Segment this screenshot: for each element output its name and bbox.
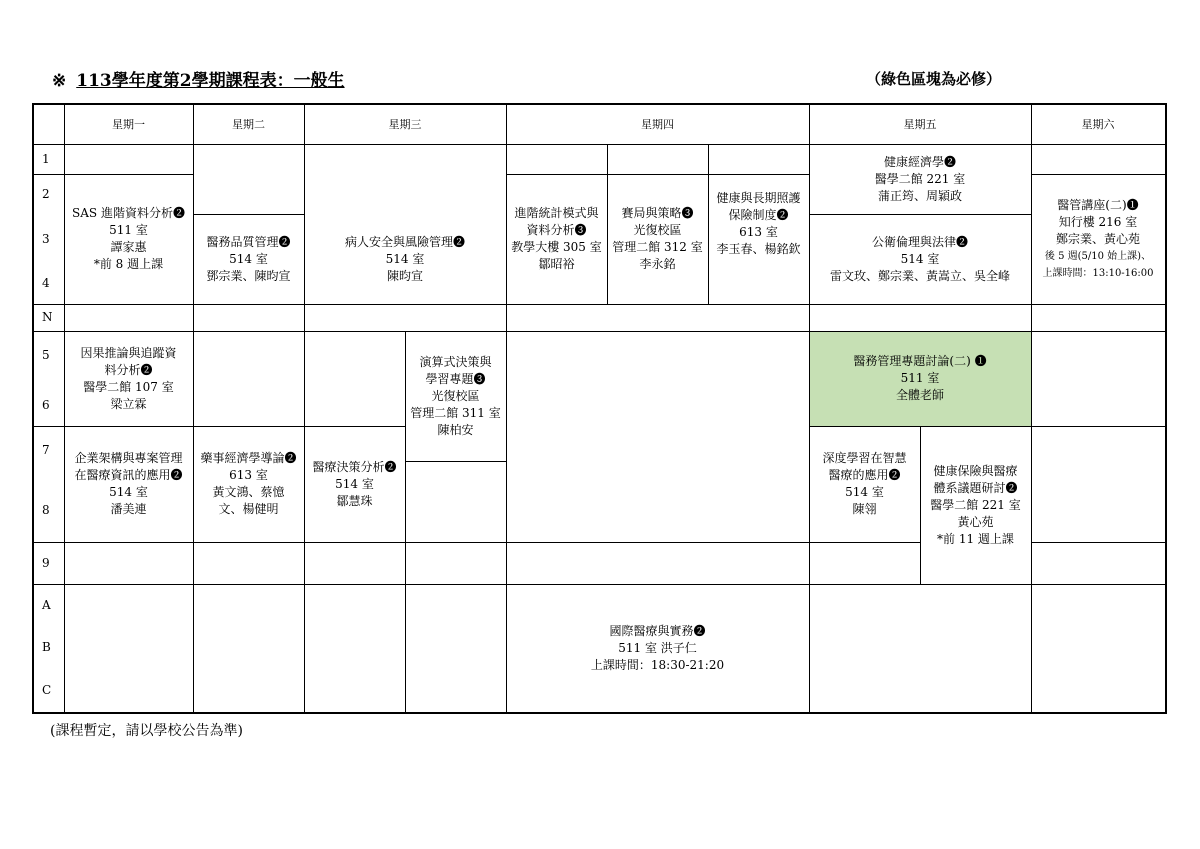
title-text: 113學年度第2學期課程表：一般生 (76, 71, 345, 91)
grid-line (920, 426, 921, 584)
course-algorithmic-decision-line: 演算式決策與 (419, 354, 492, 369)
course-patient-safety-line: 病人安全與風險管理❷ (344, 234, 465, 249)
course-game-strategy-line: 賽局與策略❸ (621, 206, 694, 220)
course-pharma-economics-line: 文、楊健明 (218, 502, 279, 516)
course-sas-line: 譚家惠 (110, 240, 147, 254)
grid-line (405, 461, 507, 462)
grid-line (64, 542, 810, 543)
course-algorithmic-decision (407, 331, 504, 461)
required-note: （綠色區塊為必修） (866, 70, 1002, 88)
course-health-economics-line: 蒲正筠、周穎政 (877, 188, 962, 203)
period-label: A (42, 597, 51, 612)
course-management-lecture (1033, 174, 1163, 304)
course-sas (66, 174, 191, 304)
grid-line (809, 304, 1032, 305)
course-causal-inference-line: 梁立霖 (110, 396, 147, 411)
reference-mark: ※ (52, 71, 67, 91)
course-quality-management (195, 214, 302, 304)
grid-line (64, 304, 194, 305)
course-medical-decision (306, 426, 403, 542)
course-international-medicine (508, 584, 807, 712)
course-algorithmic-decision-line: 學習專題❸ (425, 371, 486, 386)
course-sas-line: *前 8 週上課 (93, 257, 164, 271)
course-management-seminar (811, 331, 1029, 426)
course-deep-learning-line: 陳翎 (852, 502, 877, 516)
course-causal-inference (66, 331, 191, 426)
course-causal-inference-line: 醫學二館 107 室 (83, 379, 174, 394)
course-game-strategy-line: 李永銘 (639, 257, 676, 271)
grid-line (809, 105, 810, 712)
grid-line (809, 542, 921, 543)
grid-line (64, 105, 65, 712)
course-health-insurance-line: 健康保險與醫療 (933, 463, 1018, 478)
course-algorithmic-decision-line: 陳柏安 (437, 422, 474, 437)
course-management-lecture-line: 後 5 週(5/10 始上課)、 (1044, 250, 1152, 262)
period-label: 4 (42, 275, 50, 290)
course-international-medicine-line: 511 室 洪子仁 (618, 640, 697, 655)
course-health-insurance-line: 黃心苑 (957, 514, 994, 529)
course-health-economics-line: 醫學二館 221 室 (874, 171, 966, 186)
day-header: 星期六 (1081, 118, 1115, 131)
course-patient-safety-line: 陳昀宣 (386, 268, 423, 283)
course-causal-inference-line: 因果推論與追蹤資 (80, 345, 177, 360)
course-advanced-statistics-line: 教學大樓 305 室 (511, 240, 602, 254)
period-label: 1 (42, 151, 50, 166)
period-label: 9 (42, 555, 50, 570)
course-health-insurance-line: 體系議題研討❷ (933, 480, 1018, 495)
course-health-insurance-line: 醫學二館 221 室 (930, 497, 1021, 512)
course-game-strategy-line: 光復校區 (633, 223, 682, 237)
grid-line (193, 584, 305, 585)
grid-line (34, 426, 65, 427)
course-health-economics (811, 144, 1029, 214)
grid-line (193, 331, 305, 332)
course-algorithmic-decision-line: 光復校區 (431, 388, 480, 403)
grid-line (304, 105, 305, 712)
course-long-term-care (710, 144, 807, 304)
course-deep-learning (811, 426, 918, 542)
course-game-strategy-line: 管理二館 312 室 (612, 240, 703, 254)
course-management-lecture-line: 鄭宗業、黃心苑 (1055, 231, 1140, 246)
course-advanced-statistics-line: 資料分析❸ (526, 223, 587, 237)
course-deep-learning-line: 514 室 (845, 485, 884, 499)
course-patient-safety (306, 214, 504, 304)
course-management-lecture-line: 知行樓 216 室 (1058, 214, 1138, 229)
course-quality-management-line: 鄧宗業、陳昀宣 (206, 268, 291, 283)
grid-line (1031, 331, 1166, 332)
course-causal-inference-line: 料分析❷ (104, 362, 153, 377)
period-label: 2 (42, 186, 50, 201)
grid-line (708, 144, 709, 304)
grid-line (64, 584, 194, 585)
course-enterprise-architecture (66, 426, 191, 542)
course-pharma-economics (195, 426, 302, 542)
course-pharma-economics-line: 黃文鴻、蔡憶 (212, 485, 285, 499)
course-advanced-statistics (508, 174, 605, 304)
course-long-term-care-line: 保險制度❷ (728, 208, 789, 222)
course-algorithmic-decision-line: 管理二館 311 室 (410, 405, 501, 420)
course-advanced-statistics-line: 鄒昭裕 (538, 257, 575, 271)
grid-line (1031, 426, 1166, 427)
grid-line (34, 144, 65, 145)
course-long-term-care-line: 613 室 (739, 225, 778, 239)
course-health-insurance (922, 426, 1029, 584)
grid-line (193, 304, 305, 305)
period-label: 6 (42, 397, 50, 412)
grid-line (506, 304, 810, 305)
grid-line (34, 331, 65, 332)
grid-line (1031, 584, 1166, 585)
schedule-table (32, 103, 1167, 714)
course-medical-decision-line: 鄒慧珠 (336, 493, 373, 508)
course-international-medicine-line: 上課時間：18:30-21:20 (590, 657, 725, 672)
day-header: 星期三 (388, 118, 422, 131)
course-enterprise-architecture-line: 潘美連 (110, 502, 147, 516)
page-title (52, 66, 345, 91)
course-quality-management-line: 醫務品質管理❷ (206, 234, 291, 249)
course-international-medicine-line: 國際醫療與實務❷ (609, 623, 706, 638)
day-header: 星期四 (641, 118, 674, 131)
course-management-seminar-line: 醫務管理專題討論(二) ❶ (853, 354, 987, 368)
course-deep-learning-line: 醫療的應用❷ (828, 468, 901, 482)
course-advanced-statistics-line: 進階統計模式與 (514, 206, 599, 220)
period-label: 5 (42, 347, 50, 362)
period-label: 3 (42, 231, 50, 246)
course-patient-safety-line: 514 室 (385, 251, 425, 266)
grid-line (34, 174, 65, 175)
course-pharma-economics-line: 藥事經濟學導論❷ (200, 451, 297, 465)
grid-line (34, 304, 65, 305)
grid-line (1031, 105, 1032, 712)
course-enterprise-architecture-line: 企業架構與專案管理 (74, 451, 183, 465)
grid-line (607, 144, 608, 304)
grid-line (34, 584, 65, 585)
course-long-term-care-line: 健康與長期照護 (716, 191, 801, 205)
course-management-seminar-line: 511 室 (900, 371, 940, 385)
course-health-economics-line: 健康經濟學❷ (883, 154, 956, 169)
course-sas-line: SAS 進階資料分析❷ (72, 206, 185, 220)
course-game-strategy (609, 174, 706, 304)
course-management-lecture-line: 醫管講座(二)❶ (1057, 197, 1139, 212)
grid-line (809, 584, 1032, 585)
course-medical-decision-line: 醫療決策分析❷ (312, 459, 397, 474)
course-public-health-ethics-line: 514 室 (900, 251, 940, 266)
grid-line (34, 542, 65, 543)
course-enterprise-architecture-line: 在醫療資訊的應用❷ (74, 468, 183, 482)
day-header: 星期二 (232, 118, 265, 131)
course-medical-decision-line: 514 室 (335, 476, 374, 491)
course-quality-management-line: 514 室 (229, 251, 268, 266)
grid-line (506, 331, 810, 332)
course-health-insurance-line: *前 11 週上課 (937, 531, 1014, 546)
course-public-health-ethics-line: 公衛倫理與法律❷ (871, 234, 968, 249)
day-header: 星期一 (112, 118, 145, 131)
period-label: B (42, 640, 51, 654)
footnote: (課程暫定，請以學校公告為準) (50, 723, 243, 739)
course-public-health-ethics (811, 214, 1029, 304)
course-management-lecture-line: 上課時間：13:10-16:00 (1042, 267, 1154, 279)
course-management-seminar-line: 全體老師 (895, 388, 944, 402)
grid-line (1031, 542, 1166, 543)
period-label: 7 (42, 442, 50, 457)
day-header: 星期五 (903, 118, 937, 131)
course-deep-learning-line: 深度學習在智慧 (822, 451, 907, 465)
grid-line (1031, 304, 1166, 305)
period-label: N (42, 310, 53, 324)
period-label: 8 (42, 502, 50, 517)
course-enterprise-architecture-line: 514 室 (109, 485, 148, 499)
course-long-term-care-line: 李玉春、楊銘欽 (716, 242, 801, 256)
grid-line (506, 105, 507, 712)
period-label: C (42, 683, 52, 697)
grid-line (405, 331, 406, 712)
grid-line (304, 304, 507, 305)
course-pharma-economics-line: 613 室 (229, 468, 268, 482)
course-sas-line: 511 室 (109, 223, 148, 237)
course-public-health-ethics-line: 雷文玫、鄭宗業、黃嵩立、吳全峰 (829, 268, 1010, 283)
grid-line (193, 105, 194, 712)
